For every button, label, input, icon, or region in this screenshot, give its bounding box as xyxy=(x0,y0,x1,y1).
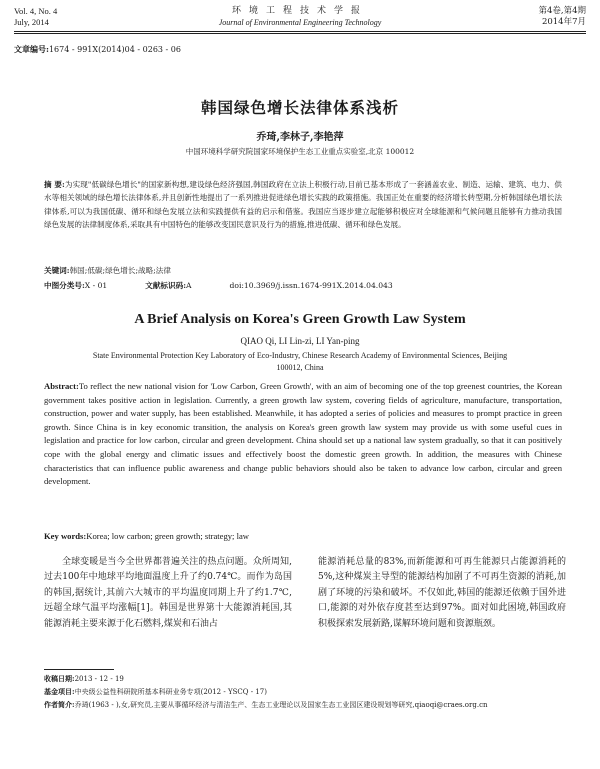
received-date: 2013 - 12 - 19 xyxy=(74,675,124,683)
header-rule-top xyxy=(14,31,586,32)
fund-label: 基金项目: xyxy=(44,687,75,696)
footnote-rule xyxy=(44,669,114,670)
keywords-zh-text: 韩国;低碳;绿色增长;战略;法律 xyxy=(69,266,171,275)
affiliation-en: State Environmental Protection Key Laboratory of Eco-Industry, Chinese Research Academy of Environmental Sciences, Beijing 100012, China xyxy=(92,351,508,372)
footnote-fund xyxy=(44,686,574,698)
doc-code-value: A xyxy=(186,281,192,290)
abstract-zh xyxy=(44,178,562,231)
running-header-center xyxy=(150,6,450,28)
issue-zh: 第4卷,第4期 xyxy=(538,6,586,16)
clc-value: X - 01 xyxy=(84,281,108,290)
affiliation-zh: 中国环境科学研究院国家环境保护生态工业重点实验室,北京 100012 xyxy=(185,147,415,156)
abstract-zh-text: 为实现"低碳绿色增长"的国家新构想,建设绿色经济强国,韩国政府在立法上积极行动,目前已基本形成了一套涵盖农业、制造、运输、建筑、电力、供水等相关领域的绿色增长法律体系,并且创新性地提出了一系列推进促进绿色增长实践的政策措施。我国正处在重要的经济增长转型期,分析韩国绿色增长法律体系,可以为我国低碳、循环和绿色发展立法和实践提供有益的启示和借鉴。我国应当逐步建立起能够积极应对全球能源和气候问题且能够有力推动我国绿色发展的法律制度体系,采取具有中国特色的能够改变国民意识及行为的措施,推进低碳、循环和绿色发展。 xyxy=(44,180,562,229)
date-en: July, 2014 xyxy=(14,17,49,27)
keywords-zh-label: 关键词: xyxy=(44,266,70,275)
authors-zh: 乔琦,李林子,李艳萍 xyxy=(256,132,344,143)
title-en: A Brief Analysis on Korea's Green Growth Law System xyxy=(134,312,466,327)
footnote-author xyxy=(44,699,574,711)
header-rule-bottom xyxy=(14,33,586,34)
clc-label: 中图分类号: xyxy=(44,281,85,290)
footnote-received xyxy=(44,673,574,685)
body-column-right: 能源消耗总量的83%,而新能源和可再生能源只占能源消耗的5%,这种煤炭主导型的能源结构加剧了不可再生资源的消耗,加剧了环境的污染和破坏。不仅如此,韩国的能源还依赖于国外进口,能源的对外依存度甚至达到97%。面对如此困境,韩国政府积极探索发展新路,谋解环境问题和资源瓶颈。 xyxy=(318,557,566,629)
running-header-right xyxy=(538,6,586,28)
article-number xyxy=(14,44,181,55)
received-label: 收稿日期: xyxy=(44,674,75,683)
author-bio-label: 作者简介: xyxy=(44,700,75,709)
doc-code-label: 文献标识码: xyxy=(145,281,187,290)
authors-en: QIAO Qi, LI Lin-zi, LI Yan-ping xyxy=(240,336,360,346)
keywords-en-label: Key words: xyxy=(44,531,87,541)
body-column-left: 全球变暖是当今全世界都普遍关注的热点问题。众所周知,过去100年中地球平均地面温度上升了约0.74℃。而作为岛国的韩国,据统计,其前六大城市的平均温度同期上升了约1.7℃,远超全球气温平均涨幅[1]。韩国是世界第十大能源消耗国,其能源消耗主要来源于化石燃料,煤炭和石油占 xyxy=(44,557,292,629)
keywords-en xyxy=(44,530,562,543)
journal-name-en: Journal of Environmental Engineering Technology xyxy=(218,18,382,27)
abstract-en-text: To reflect the new national vision for 'Low Carbon, Green Growth', with an aim of becoming one of the top greenest countries, the Korean government takes positive action in legislation. Currently, a green growth law system, covering fields of agriculture, manufacture, transportation, construction, power and water supply, has been established. Meanwhile, it has adopted a series of policies and measures to prompt practice in green growth. Since China is in key economic transition, the analysis on Korea's green growth law system may provide us with some useful cues in legislation and practice for low carbon, circular and green development. China should set up a national law system gradually, so that it can positively cope with the global energy and climatic issues and effectively boost the domestic green growth. In addition, the measures with Chinese characteristics that can influence public awareness and change public behaviors should also be taken to advance low carbon, circular and green development. xyxy=(44,381,562,487)
author-bio-text: 乔琦(1963 - ),女,研究员,主要从事循环经济与清洁生产、生态工业理论以及国家生态工业园区建设规划等研究,qiaoqi@craes.org.cn xyxy=(74,701,488,709)
abstract-en-label: Abstract: xyxy=(44,381,79,391)
abstract-zh-label: 摘 要: xyxy=(44,180,65,189)
keywords-en-text: Korea; low carbon; green growth; strategy; law xyxy=(86,531,249,541)
date-zh: 2014年7月 xyxy=(541,17,586,27)
doi: doi:10.3969/j.issn.1674-991X.2014.04.043 xyxy=(229,281,393,290)
volume-info: Vol. 4, No. 4 xyxy=(14,6,58,16)
title-zh: 韩国绿色增长法律体系浅析 xyxy=(200,99,399,117)
article-number-label: 文章编号: xyxy=(14,44,49,54)
journal-name-zh: 环境工程技术学报 xyxy=(231,6,368,16)
running-header-left xyxy=(14,6,57,28)
classification-zh xyxy=(44,279,574,292)
abstract-en xyxy=(44,380,562,489)
fund-text: 中央级公益性科研院所基本科研业务专项(2012 - YSCQ - 17) xyxy=(74,688,267,696)
keywords-zh xyxy=(44,264,562,277)
article-number-value: 1674 - 991X(2014)04 - 0263 - 06 xyxy=(48,45,181,54)
